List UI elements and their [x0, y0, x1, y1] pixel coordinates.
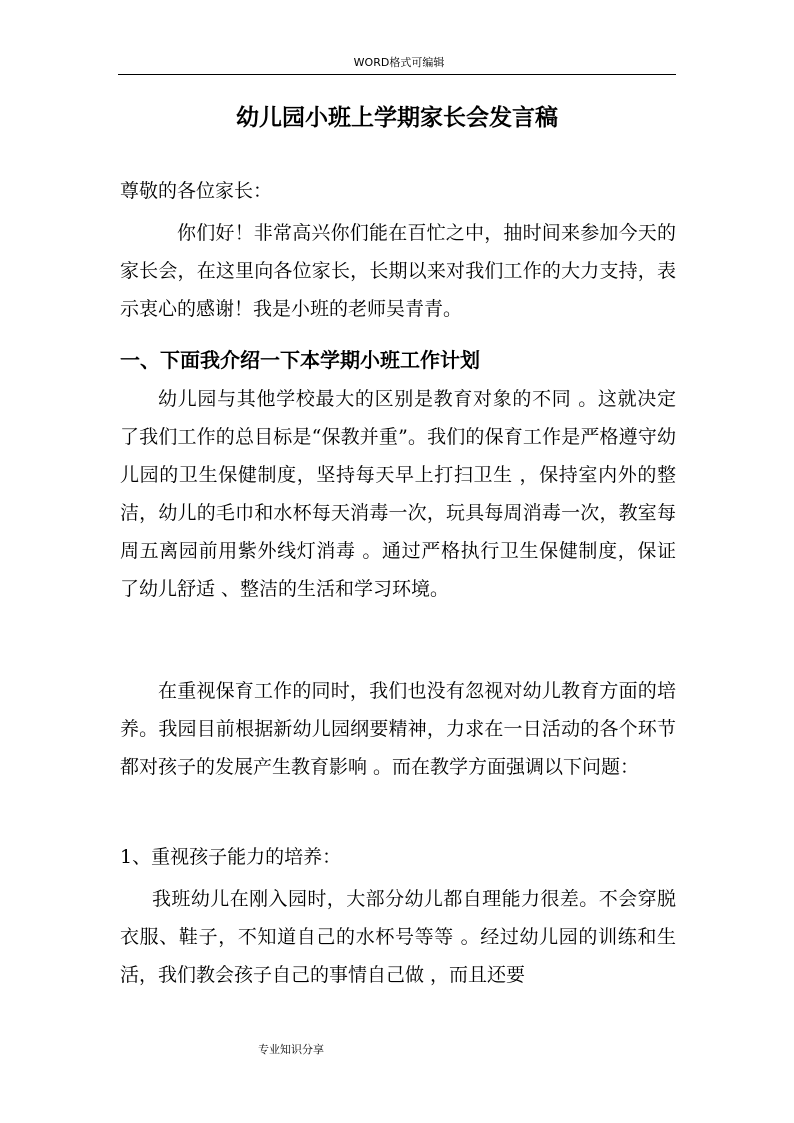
intro-paragraph: 你们好！非常高兴你们能在百忙之中，抽时间来参加今天的家长会，在这里向各位家长，长期以来对我们工作的大力支持，表示衷心的感谢！我是小班的老师吴青青。 [120, 222, 676, 320]
body-paragraph-1: 幼儿园与其他学校最大的区别是教育对象的不同 。这就决定了我们工作的总目标是“保教并重”。我们的保育工作是严格遵守幼儿园的卫生保健制度，坚持每天早上打扫卫生 ，保持室内外的整洁，幼儿的毛巾和水杯每天消毒一次，玩具每周消毒一次，教室每周五离园前用紫外线灯消毒 。通过严格执行卫生保健制度，保证了幼儿舒适 、整洁的生活和学习环境。 [120, 388, 676, 600]
page-footer: 专业知识分享 [258, 1043, 324, 1056]
section-heading-1: 一、下面我介绍一下本学期小班工作计划 [120, 348, 480, 372]
body-paragraph-2: 在重视保育工作的同时，我们也没有忽视对幼儿教育方面的培养。我园目前根据新幼儿园纲要精神，力求在一日活动的各个环节都对孩子的发展产生教育影响 。而在教学方面强调以下问题： [120, 680, 676, 778]
page-header [118, 56, 676, 75]
greeting-paragraph: 尊敬的各位家长： [120, 180, 273, 202]
document-title: 幼儿园小班上学期家长会发言稿 [236, 104, 558, 131]
list-item-heading-1: 1、重视孩子能力的培养： [120, 846, 342, 868]
body-paragraph-3: 我班幼儿在刚入园时，大部分幼儿都自理能力很差。不会穿脱衣服、鞋子，不知道自己的水杯号等等 。经过幼儿园的训练和生活，我们教会孩子自己的事情自己做 ，而且还要 [120, 888, 676, 986]
header-text: WORD格式可编辑 [353, 56, 445, 69]
